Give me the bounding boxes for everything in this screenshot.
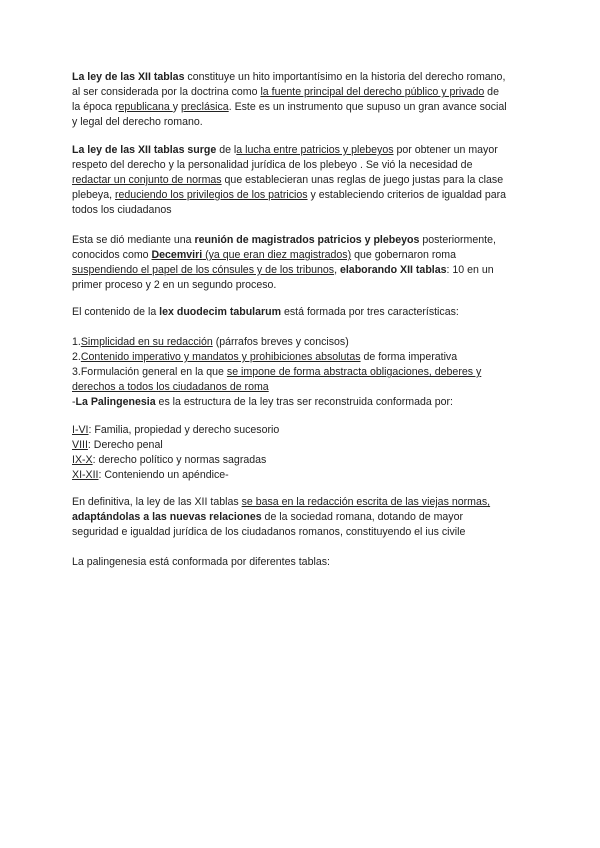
underlined-text: (ya que eran diez magistrados) bbox=[202, 249, 352, 261]
text-run: : Conteniendo un apéndice- bbox=[98, 469, 229, 481]
bold-underlined-text: Decemviri bbox=[151, 249, 203, 261]
text-run: posteriormente, bbox=[419, 234, 496, 246]
palingenesia-tables bbox=[72, 423, 532, 483]
text-line bbox=[72, 495, 532, 510]
bold-text: La Palingenesia bbox=[75, 396, 156, 408]
text-line bbox=[72, 203, 532, 218]
text-run: constituye un hito importantísimo en la historia del derecho romano, bbox=[184, 71, 506, 83]
text-line bbox=[72, 100, 532, 115]
text-run: que establecieran unas reglas de juego justas para la clase bbox=[221, 174, 504, 186]
text-run: 1. bbox=[72, 336, 81, 348]
underlined-text: derechos a todos los ciudadanos de roma bbox=[72, 381, 269, 393]
text-line bbox=[72, 305, 532, 320]
text-run: 3.Formulación general en la que bbox=[72, 366, 227, 378]
text-run: y legal del derecho romano. bbox=[72, 116, 203, 128]
text-run: : 10 en un bbox=[446, 264, 494, 276]
text-line bbox=[72, 395, 532, 410]
list-item bbox=[72, 365, 532, 380]
paragraph-origin bbox=[72, 143, 532, 218]
underlined-text: XI-XII bbox=[72, 469, 99, 481]
underlined-text: I-VI bbox=[72, 424, 89, 436]
underlined-text: Simplicidad en su redacción bbox=[80, 336, 213, 348]
bold-text: La ley de las XII tablas surge bbox=[72, 144, 217, 156]
characteristics-list bbox=[72, 335, 532, 410]
text-run: respeto del derecho y la personalidad jurídica de los plebeyo . Se vió la necesidad de bbox=[72, 159, 473, 171]
text-run: y bbox=[172, 101, 181, 113]
text-line bbox=[72, 143, 532, 158]
underlined-text: VIII bbox=[72, 439, 88, 451]
underlined-text: IX-X bbox=[72, 454, 93, 466]
text-run: primer proceso y 2 en un segundo proceso. bbox=[72, 279, 277, 291]
text-line bbox=[72, 188, 532, 203]
bold-text: adaptándolas a las nuevas relaciones bbox=[72, 511, 262, 523]
text-line bbox=[72, 85, 532, 100]
text-run: la época r bbox=[72, 101, 119, 113]
underlined-text: suspendiendo el papel de los cónsules y de los tribunos bbox=[72, 264, 335, 276]
bold-text: reunión de magistrados patricios y plebeyos bbox=[194, 234, 420, 246]
text-line bbox=[72, 173, 532, 188]
text-run: que gobernaron roma bbox=[351, 249, 456, 261]
underlined-text: epublicana bbox=[118, 101, 173, 113]
underlined-text: la fuente principal del derecho público y privado bbox=[260, 86, 485, 98]
paragraph-contents bbox=[72, 305, 532, 320]
text-run: El contenido de la bbox=[72, 306, 160, 318]
paragraph-decemviri bbox=[72, 233, 532, 293]
text-line bbox=[72, 248, 532, 263]
text-line bbox=[72, 555, 532, 570]
text-line bbox=[72, 158, 532, 173]
text-run: por obtener un mayor bbox=[393, 144, 498, 156]
text-run: de bbox=[484, 86, 499, 98]
text-run: al ser considerada por la doctrina como bbox=[72, 86, 261, 98]
text-run: plebeya, bbox=[72, 189, 115, 201]
text-run: . Este es un instrumento que supuso un gran avance social bbox=[228, 101, 507, 113]
text-run: - bbox=[72, 396, 76, 408]
text-line bbox=[72, 233, 532, 248]
text-run: (párrafos breves y concisos) bbox=[212, 336, 349, 348]
underlined-text: se basa en la redacción escrita de las viejas normas, bbox=[241, 496, 491, 508]
paragraph-final bbox=[72, 555, 532, 570]
list-item bbox=[72, 438, 532, 453]
list-item bbox=[72, 335, 532, 350]
text-run: : derecho político y normas sagradas bbox=[92, 454, 267, 466]
paragraph-conclusion bbox=[72, 495, 532, 540]
underlined-text: reduciendo los privilegios de los patricios bbox=[115, 189, 308, 201]
bold-text: elaborando XII tablas bbox=[339, 264, 447, 276]
text-line bbox=[72, 278, 532, 293]
text-run: todos los ciudadanos bbox=[72, 204, 172, 216]
underlined-text: a lucha entre patricios y plebeyos bbox=[236, 144, 394, 156]
text-line bbox=[72, 263, 532, 278]
text-line bbox=[72, 510, 532, 525]
text-run: es la estructura de la ley tras ser reconstruida conformada por: bbox=[155, 396, 453, 408]
underlined-text: preclásica bbox=[180, 101, 229, 113]
text-run: En definitiva, la ley de las XII tablas bbox=[72, 496, 242, 508]
text-run: seguridad e igualdad jurídica de los ciudadanos romanos, constituyendo el ius civile bbox=[72, 526, 466, 538]
list-item bbox=[72, 453, 532, 468]
text-run: está formada por tres características: bbox=[281, 306, 459, 318]
text-line bbox=[72, 115, 532, 130]
underlined-text: Contenido imperativo y mandatos y prohibiciones absolutas bbox=[80, 351, 361, 363]
text-run: de forma imperativa bbox=[360, 351, 458, 363]
bold-text: La ley de las XII tablas bbox=[72, 71, 185, 83]
text-run: : Familia, propiedad y derecho sucesorio bbox=[88, 424, 280, 436]
underlined-text: se impone de forma abstracta obligaciones, deberes y bbox=[226, 366, 482, 378]
text-run: conocidos como bbox=[72, 249, 152, 261]
text-run: de la sociedad romana, dotando de mayor bbox=[261, 511, 464, 523]
text-line bbox=[72, 70, 532, 85]
text-run: y estableciendo criterios de igualdad para bbox=[307, 189, 507, 201]
text-line bbox=[72, 380, 532, 395]
list-item bbox=[72, 350, 532, 365]
list-item bbox=[72, 423, 532, 438]
text-run: : Derecho penal bbox=[87, 439, 163, 451]
underlined-text: redactar un conjunto de normas bbox=[72, 174, 222, 186]
text-run: , bbox=[334, 264, 340, 276]
text-run: Esta se dió mediante una bbox=[72, 234, 195, 246]
text-run: La palingenesia está conformada por diferentes tablas: bbox=[72, 556, 330, 568]
text-line bbox=[72, 525, 532, 540]
text-run: de l bbox=[216, 144, 237, 156]
text-run: 2. bbox=[72, 351, 81, 363]
list-item bbox=[72, 468, 532, 483]
paragraph-introduction bbox=[72, 70, 532, 130]
bold-text: lex duodecim tabularum bbox=[159, 306, 282, 318]
